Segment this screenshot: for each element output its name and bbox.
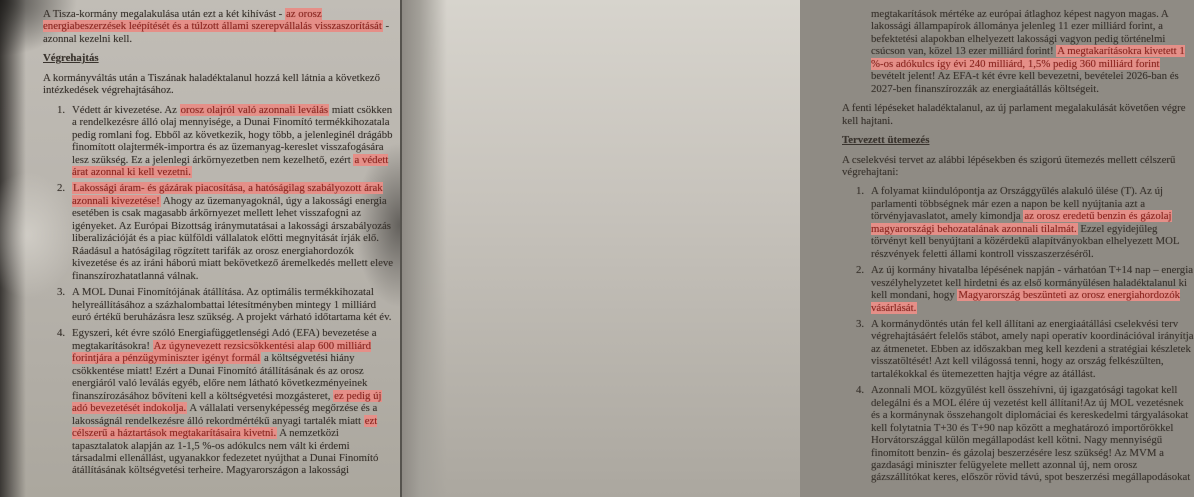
text-segment: A cselekvési tervet az alábbi lépésekben és szigorú ütemezés mellett célszerű végrehajtani: xyxy=(842,153,1176,178)
list-item xyxy=(856,318,1194,380)
highlighted-text: az orosz eredetű benzin és gázolaj magyarországi behozatalának azonnali tilalmát. xyxy=(871,210,1172,235)
text-segment: Végrehajtás xyxy=(43,52,99,65)
highlighted-text: Az úgynevezett rezsicsökkentési alap 600 milliárd forintjára a pénzügyminiszter igényt formál xyxy=(72,339,372,365)
text-segment: A vállalati versenyképesség megőrzése és a lakosságnál rendelkezésre álló rekordmértékű anyagi tartalék miatt xyxy=(72,402,378,427)
list-number: 3. xyxy=(57,286,66,299)
list-number: 1. xyxy=(57,103,66,116)
list-number: 3. xyxy=(856,317,865,330)
text-segment: Védett ár kivezetése. Az xyxy=(72,103,180,116)
document-heading xyxy=(43,52,395,64)
text-segment: A nemzetközi tapasztalatok alapján az 1-1,5 %-os adókulcs nem vált ki érdemi társadalmi ellenállást, ugyanakkor fedezetet nyújthat a Dunai Finomító átállításának költségvetési terheire. Magyarországon a lakossági xyxy=(72,427,379,477)
list-number: 2. xyxy=(856,264,865,277)
list-number: 4. xyxy=(57,327,66,340)
highlighted-text: Magyarország beszünteti az orosz energiahordozók vásárlását. xyxy=(871,289,1181,314)
list-item-text xyxy=(72,327,395,476)
list-item-text xyxy=(72,104,395,179)
photo-page-right xyxy=(400,0,1194,497)
highlighted-text: A megtakarításokra kivetett 1 %-os adókulcs így évi 240 milliárd, 1,5% pedig 360 milliárd forint xyxy=(871,45,1185,70)
text-segment: megtakarítások mértéke az európai átlaghoz képest nagyon magas. A lakossági állampapírok állománya jelenleg 11 ezer milliárd forint, a befektetési alapokban elhelyezett lakossági vagyon pedig történelmi csúcson van, közel 13 ezer milliárd forint! xyxy=(871,8,1169,58)
photo-page-left xyxy=(0,0,400,497)
list-number: 4. xyxy=(856,384,865,397)
document-paragraph xyxy=(842,154,1194,179)
text-segment: Azonnali MOL közgyűlést kell összehívni, új igazgatósági tagokat kell delegálni és a MOL élére új vezetést kell állítani!Az új MOL vezetésnek és a kormánynak összehangolt diplomáciai és kereskedelmi tárgyalásokat kell folytatnia T+30 és T+90 nap között a meghatározó importőrökkel Horvátországgal külön megállapodást kell kötni. Nagy mennyiségű finomított benzin- és gázolaj beszerzésére lesz szükség! Az MVM a gazdasági miniszter felügyelete mellett azonnal új, nem orosz gázszállítókat keres, először rövid távú, spot beszerzési megállapodásokat xyxy=(871,384,1191,484)
list-item xyxy=(57,182,395,282)
text-segment: A folyamat kiindulópontja az Országgyűlés alakuló ülése (T). Az új parlamenti többségnek már ezen a napon be kell nyújtania azt a törvényjavaslatot, amely kimondja xyxy=(871,185,1164,223)
list-item xyxy=(57,104,395,179)
list-item xyxy=(856,384,1194,484)
text-segment: A kormányváltás után a Tiszának haladéktalanul hozzá kell látnia a következő intézkedések végrehajtásához. xyxy=(43,71,380,97)
page-right-text-column xyxy=(842,8,1194,493)
text-segment: A Tisza-kormány megalakulása után ezt a két kihívást - xyxy=(43,8,285,20)
text-segment: Az új kormány hivatalba lépésének napján - várhatóan T+14 nap – energia veszélyhelyzetet kell hirdetni és az első kormányülésen haladéktalanul ki kell mondani, hogy xyxy=(871,264,1193,302)
text-segment: Egyszeri, két évre szóló Energiafüggetlenségi Adó (EFA) bevezetése a megtakarításokra! xyxy=(72,327,377,352)
list-item-text xyxy=(871,185,1194,260)
list-item-text xyxy=(72,286,395,323)
highlighted-text: Lakossági áram- és gázárak piacosítása, a hatóságilag szabályozott árak azonnali kivezetése! xyxy=(72,182,383,207)
document-heading xyxy=(842,134,1194,146)
highlighted-text: ez pedig új adó bevezetését indokolja. xyxy=(72,389,382,415)
list-item-text xyxy=(871,264,1194,314)
text-segment: Tervezett ütemezés xyxy=(842,134,930,147)
list-item-text xyxy=(72,182,395,282)
text-segment: Ahogy az üzemanyagoknál, úgy a lakossági energia esetében is csak magasabb árkörnyezet mellett lehet visszafogni az igényeket. Az Európai Bizottság iránymutatásai a lakossági árszabályozás liberalizációját és a piac külföldi vállalatok előtti megnyitását írják elő. Ráadásul a hatóságilag rögzített tarifák az orosz energiahordozók kivezetése és az iráni háború miatt bekövetkező áremelkedés mellett eleve finanszírozhatatlanná válnak. xyxy=(72,194,394,282)
text-segment: A fenti lépéseket haladéktalanul, az új parlament megalakulását követően végre kell hajtani. xyxy=(842,102,1186,127)
highlighted-text: ezt célszerű a háztartások megtakarításaira kivetni. xyxy=(72,414,378,440)
list-item-text xyxy=(871,384,1194,484)
list-item-text xyxy=(871,318,1194,380)
text-segment: A kormánydöntés után fel kell állítani az energiaátállási cselekvési terv végrehajtásáért felelős stábot, amely napi operatív koordinációval irányítja az átmenetet. Ebben az időszakban meg kell kezdeni a stratégiai készletek visszatöltését! Azt kell világossá tenni, hogy az ország felkészülten, tartalékokkal és ütemezetten hajtja végre az átállást. xyxy=(871,317,1194,380)
list-number: 1. xyxy=(856,185,865,198)
list-item xyxy=(57,327,395,476)
text-segment: miatt csökken a rendelkezésre álló olaj mennyisége, a Dunai Finomító termékkihozatala pedig romlani fog. Ebből az következik, hogy több, a jelenleginél drágább finomított olajtermék-importra és az üzemanyag-kereslet visszafogására lesz szükség. Ez a jelenlegi árkörnyezetben nem kezelhető, ezért xyxy=(72,103,393,166)
text-segment: - azonnal kezelni kell. xyxy=(43,20,390,45)
highlighted-text: a védett árat azonnal ki kell vezetni. xyxy=(72,153,389,178)
page-left-text-column xyxy=(43,8,395,493)
document-paragraph xyxy=(43,72,395,97)
list-number: 2. xyxy=(57,182,66,195)
highlighted-text: az orosz energiabeszerzések leépítését és a túlzott állami szerepvállalás visszaszorítását xyxy=(43,8,382,33)
text-segment: Ezzel egyidejűleg törvényt kell benyújtani a közérdekű alapítványokban elhelyezett MOL részvények feletti állami kontroll visszaszerzéséről. xyxy=(871,222,1180,260)
list-item xyxy=(57,286,395,323)
document-paragraph xyxy=(43,8,395,45)
text-segment: A MOL Dunai Finomítójának átállítása. Az optimális termékkihozatal helyreállításához a százhalombattai létesítményben mintegy 1 milliárd euró értékű beruházásra lesz szükség. A projekt várható időtartama két év. xyxy=(72,286,392,323)
text-segment: bevételt jelent! Az EFA-t két évre kell bevezetni, bevételei 2026-ban és 2027-ben finanszírozzák az energiaátállás költségeit. xyxy=(871,70,1179,95)
continuation-paragraph xyxy=(871,8,1194,95)
highlighted-text: orosz olajról való azonnali leválás xyxy=(180,103,329,116)
list-item xyxy=(856,185,1194,260)
text-segment: a költségvetési hiány csökkentése miatt! Ezért a Dunai Finomító átállításának és az orosz energiáról való leválás egyéb, előre nem látható következményeinek finanszírozásához bővíteni kell a költségvetési mozgásteret, xyxy=(72,352,368,402)
list-item xyxy=(856,264,1194,314)
document-paragraph xyxy=(842,102,1194,127)
